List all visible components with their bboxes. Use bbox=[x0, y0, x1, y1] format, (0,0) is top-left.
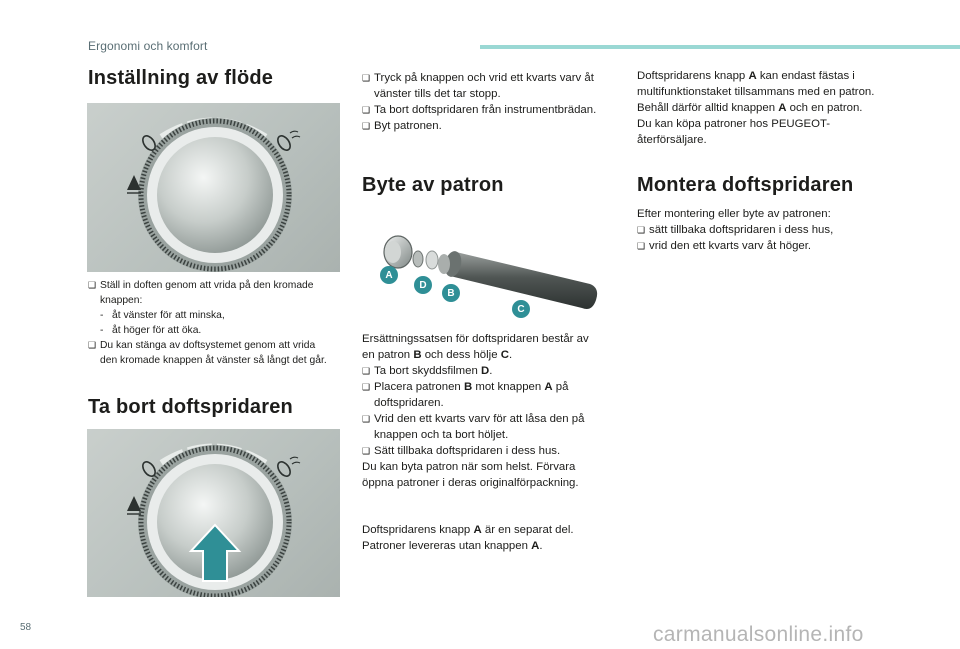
dash-icon: - bbox=[100, 310, 104, 321]
heading-flow: Inställning av flöde bbox=[88, 67, 274, 89]
bullet-icon: ❑ bbox=[362, 73, 371, 83]
button-info: Doftspridarens knapp A kan endast fästas i multifunktionstaket tillsammans med en patron. Behåll därför alltid knappen A och en patron. Du kan köpa patroner hos PEUGEOT- återförsäljare. bbox=[637, 70, 875, 146]
dial-photo-remove bbox=[87, 429, 340, 597]
label-c-badge: C bbox=[512, 300, 530, 318]
heading-remove: Ta bort doftspridaren bbox=[88, 396, 293, 418]
bullet-icon: ❑ bbox=[362, 446, 371, 456]
label-b-badge: B bbox=[442, 284, 460, 302]
label-d-badge: D bbox=[414, 276, 432, 294]
bullet-icon: ❑ bbox=[637, 225, 646, 235]
flow-instructions: ❑ Ställ in doften genom att vrida på den kromade knappen: - åt vänster för att minska, - åt höger för att öka. ❑ Du kan stänga av doftsystemet genom att vrida den kromade knappen åt vänster så långt det går. bbox=[88, 280, 327, 366]
bullet-icon: ❑ bbox=[362, 414, 371, 424]
page-number: 58 bbox=[20, 622, 32, 633]
bullet-icon: ❑ bbox=[362, 105, 371, 115]
flow-step-2: ❑ Du kan stänga av doftsystemet genom att vrida bbox=[88, 340, 316, 351]
header-rule bbox=[480, 45, 960, 49]
mount-instructions: Efter montering eller byte av patronen: ❑ sätt tillbaka doftspridaren i dess hus, ❑ vrid den ett kvarts varv åt höger. bbox=[637, 208, 834, 252]
bullet-icon: ❑ bbox=[88, 280, 97, 290]
cartridge-illustration bbox=[372, 222, 604, 322]
bullet-icon: ❑ bbox=[362, 382, 371, 392]
heading-mount: Montera doftspridaren bbox=[637, 174, 854, 196]
bullet-icon: ❑ bbox=[362, 121, 371, 131]
dial-photo-flow bbox=[87, 103, 340, 272]
watermark: carmanualsonline.info bbox=[653, 623, 864, 646]
label-a-badge: A bbox=[380, 266, 398, 284]
dash-icon: - bbox=[100, 325, 104, 336]
bullet-icon: ❑ bbox=[637, 241, 646, 251]
remove-steps: ❑ Tryck på knappen och vrid ett kvarts varv åt vänster tills det tar stopp. ❑ Ta bort doftspridaren från instrumentbrädan. ❑ Byt patronen. bbox=[362, 72, 597, 132]
bullet-icon: ❑ bbox=[88, 340, 97, 350]
button-note: Doftspridarens knapp A är en separat del. Patroner levereras utan knappen A . bbox=[362, 524, 574, 552]
flow-step-1: ❑ Ställ in doften genom att vrida på den kromade bbox=[88, 280, 314, 291]
heading-cartridge: Byte av patron bbox=[362, 174, 504, 196]
bullet-icon: ❑ bbox=[362, 366, 371, 376]
section-header: Ergonomi och komfort bbox=[88, 39, 208, 53]
cartridge-instructions: Ersättningssatsen för doftspridaren består av en patron B och dess hölje C . ❑ Ta bort skyddsfilmen D . ❑ Placera patronen B mot knappen A på doftspridaren. ❑ Vrid den ett kvarts varv för att låsa den på knappen och ta bort höljet. ❑ Sätt tillbaka doftspridaren i dess hus. Du kan byta patron när som helst. Förvara öppna patroner i deras originalförpackning. bbox=[362, 333, 589, 489]
